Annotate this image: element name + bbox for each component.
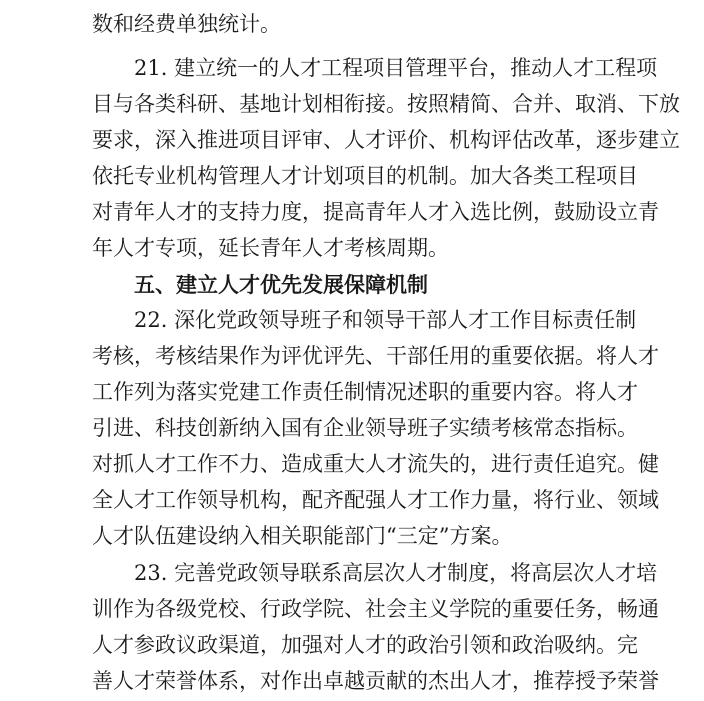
paragraph-22-line-2: 考核，考核结果作为评优评先、干部任用的重要依据。将人才 bbox=[92, 344, 659, 368]
intro-line-1: 数和经费单独统计。 bbox=[92, 12, 281, 36]
paragraph-23-line-3: 人才参政议政渠道，加强对人才的政治引领和政治吸纳。完 bbox=[92, 633, 638, 657]
paragraph-21-line-3: 要求，深入推进项目评审、人才评价、机构评估改革，逐步建立 bbox=[92, 128, 680, 152]
paragraph-21-line-6: 年人才专项，延长青年人才考核周期。 bbox=[92, 236, 449, 260]
paragraph-23-line-1: 23. 完善党政领导联系高层次人才制度，将高层次人才培 bbox=[134, 561, 658, 585]
section-5-heading: 五、建立人才优先发展保障机制 bbox=[134, 273, 428, 297]
paragraph-23-line-2: 训作为各级党校、行政学院、社会主义学院的重要任务，畅通 bbox=[92, 597, 659, 621]
paragraph-22-line-5: 对抓人才工作不力、造成重大人才流失的，进行责任追究。健 bbox=[92, 452, 659, 476]
paragraph-22-line-4: 引进、科技创新纳入国有企业领导班子实绩考核常态指标。 bbox=[92, 416, 638, 440]
paragraph-21-line-1: 21. 建立统一的人才工程项目管理平台，推动人才工程项 bbox=[134, 56, 658, 80]
paragraph-22-line-7: 人才队伍建设纳入相关职能部门“三定”方案。 bbox=[92, 524, 513, 548]
paragraph-22-line-6: 全人才工作领导机构，配齐配强人才工作力量，将行业、领域 bbox=[92, 488, 659, 512]
paragraph-22-line-1: 22. 深化党政领导班子和领导干部人才工作目标责任制 bbox=[134, 308, 637, 332]
paragraph-22-line-3: 工作列为落实党建工作责任制情况述职的重要内容。将人才 bbox=[92, 380, 638, 404]
paragraph-21-line-2: 目与各类科研、基地计划相衔接。按照精简、合并、取消、下放 bbox=[92, 92, 680, 116]
paragraph-21-line-4: 依托专业机构管理人才计划项目的机制。加大各类工程项目 bbox=[92, 164, 638, 188]
paragraph-21-line-5: 对青年人才的支持力度，提高青年人才入选比例，鼓励设立青 bbox=[92, 200, 659, 224]
paragraph-23-line-4: 善人才荣誉体系，对作出卓越贡献的杰出人才，推荐授予荣誉 bbox=[92, 669, 659, 693]
